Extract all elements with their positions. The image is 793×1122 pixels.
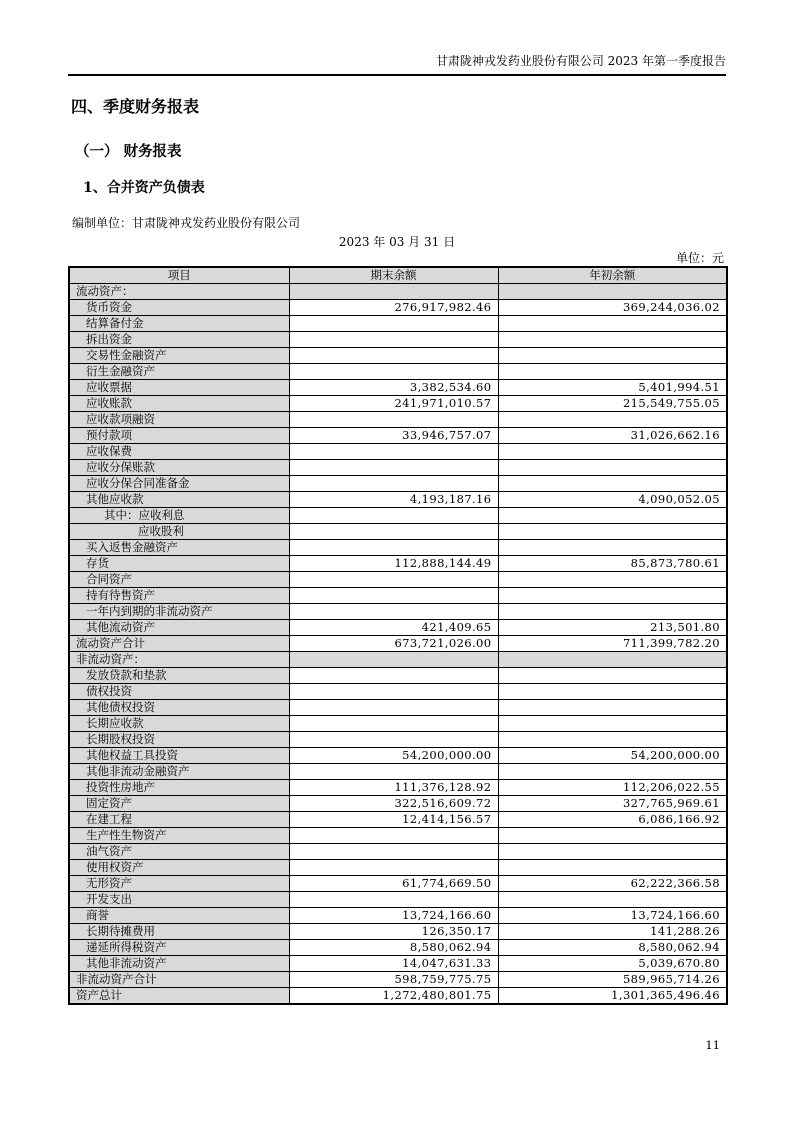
row-ending-balance: 33,946,757.07 <box>289 428 498 444</box>
row-ending-balance: 322,516,609.72 <box>289 796 498 812</box>
table-body <box>69 284 727 1005</box>
row-beginning-balance: 589,965,714.26 <box>498 972 727 988</box>
row-beginning-balance <box>498 668 727 684</box>
row-beginning-balance <box>498 604 727 620</box>
row-ending-balance <box>289 652 498 668</box>
row-beginning-balance <box>498 524 727 540</box>
row-ending-balance <box>289 684 498 700</box>
row-beginning-balance <box>498 348 727 364</box>
row-ending-balance <box>289 460 498 476</box>
row-label: 商誉 <box>69 908 289 924</box>
column-header-ending-balance: 期末余额 <box>289 267 498 284</box>
row-beginning-balance <box>498 508 727 524</box>
row-label: 其他权益工具投资 <box>69 748 289 764</box>
row-label: 买入返售金融资产 <box>69 540 289 556</box>
row-beginning-balance: 141,288.26 <box>498 924 727 940</box>
row-label: 其他非流动资产 <box>69 956 289 972</box>
row-ending-balance <box>289 412 498 428</box>
table-row <box>69 684 727 700</box>
table-row <box>69 940 727 956</box>
row-ending-balance <box>289 444 498 460</box>
table-row <box>69 524 727 540</box>
table-row <box>69 860 727 876</box>
row-label: 长期股权投资 <box>69 732 289 748</box>
table-row <box>69 796 727 812</box>
row-ending-balance <box>289 588 498 604</box>
row-beginning-balance <box>498 476 727 492</box>
table-row <box>69 300 727 316</box>
row-label: 债权投资 <box>69 684 289 700</box>
row-beginning-balance <box>498 412 727 428</box>
row-beginning-balance: 327,765,969.61 <box>498 796 727 812</box>
row-ending-balance: 54,200,000.00 <box>289 748 498 764</box>
row-label: 货币资金 <box>69 300 289 316</box>
row-label: 使用权资产 <box>69 860 289 876</box>
row-label: 一年内到期的非流动资产 <box>69 604 289 620</box>
row-ending-balance: 112,888,144.49 <box>289 556 498 572</box>
table-row <box>69 764 727 780</box>
row-label: 无形资产 <box>69 876 289 892</box>
row-beginning-balance <box>498 844 727 860</box>
row-beginning-balance: 1,301,365,496.46 <box>498 988 727 1005</box>
row-label: 固定资产 <box>69 796 289 812</box>
row-ending-balance: 8,580,062.94 <box>289 940 498 956</box>
row-beginning-balance <box>498 700 727 716</box>
table-row <box>69 540 727 556</box>
table-row <box>69 748 727 764</box>
row-label: 流动资产合计 <box>69 636 289 652</box>
row-ending-balance <box>289 364 498 380</box>
row-label: 应收股利 <box>69 524 289 540</box>
table-row <box>69 572 727 588</box>
row-label: 应收分保账款 <box>69 460 289 476</box>
row-label: 资产总计 <box>69 988 289 1005</box>
table-row <box>69 332 727 348</box>
table-row <box>69 380 727 396</box>
row-beginning-balance <box>498 684 727 700</box>
table-row <box>69 284 727 300</box>
row-ending-balance <box>289 604 498 620</box>
row-label: 非流动资产： <box>69 652 289 668</box>
row-ending-balance: 111,376,128.92 <box>289 780 498 796</box>
table-row <box>69 652 727 668</box>
section-heading: 四、季度财务报表 <box>71 97 200 116</box>
row-label: 投资性房地产 <box>69 780 289 796</box>
row-beginning-balance <box>498 588 727 604</box>
row-ending-balance <box>289 892 498 908</box>
table-row <box>69 780 727 796</box>
table-row <box>69 396 727 412</box>
row-beginning-balance: 711,399,782.20 <box>498 636 727 652</box>
table-row <box>69 348 727 364</box>
row-label: 其他流动资产 <box>69 620 289 636</box>
column-header-beginning-balance: 年初余额 <box>498 267 727 284</box>
row-beginning-balance <box>498 892 727 908</box>
row-ending-balance <box>289 764 498 780</box>
row-ending-balance <box>289 508 498 524</box>
row-label: 非流动资产合计 <box>69 972 289 988</box>
row-beginning-balance <box>498 828 727 844</box>
row-ending-balance <box>289 316 498 332</box>
doc-header <box>68 54 726 76</box>
row-label: 衍生金融资产 <box>69 364 289 380</box>
row-beginning-balance: 8,580,062.94 <box>498 940 727 956</box>
table-row <box>69 604 727 620</box>
table-row <box>69 508 727 524</box>
row-beginning-balance: 5,039,670.80 <box>498 956 727 972</box>
row-label: 应收款项融资 <box>69 412 289 428</box>
table-row <box>69 428 727 444</box>
row-ending-balance <box>289 332 498 348</box>
table-row <box>69 892 727 908</box>
row-label: 应收保费 <box>69 444 289 460</box>
row-label: 拆出资金 <box>69 332 289 348</box>
table-title-heading: 1、合并资产负债表 <box>83 180 205 196</box>
table-row <box>69 972 727 988</box>
table-row <box>69 732 727 748</box>
subsection-heading: （一） 财务报表 <box>75 143 182 160</box>
table-row <box>69 412 727 428</box>
row-ending-balance: 276,917,982.46 <box>289 300 498 316</box>
page-number: 11 <box>705 1038 720 1052</box>
row-label: 结算备付金 <box>69 316 289 332</box>
table-header-row <box>69 267 727 284</box>
row-label: 发放贷款和垫款 <box>69 668 289 684</box>
row-label: 其他非流动金融资产 <box>69 764 289 780</box>
table-row <box>69 444 727 460</box>
table-row <box>69 316 727 332</box>
table-row <box>69 460 727 476</box>
row-beginning-balance: 31,026,662.16 <box>498 428 727 444</box>
row-ending-balance: 12,414,156.57 <box>289 812 498 828</box>
row-label: 应收票据 <box>69 380 289 396</box>
table-row <box>69 700 727 716</box>
table-row <box>69 620 727 636</box>
row-ending-balance: 126,350.17 <box>289 924 498 940</box>
row-ending-balance: 4,193,187.16 <box>289 492 498 508</box>
row-beginning-balance: 13,724,166.60 <box>498 908 727 924</box>
row-label: 应收分保合同准备金 <box>69 476 289 492</box>
page-content <box>68 0 726 1005</box>
row-label: 其中：应收利息 <box>69 508 289 524</box>
row-ending-balance: 1,272,480,801.75 <box>289 988 498 1005</box>
row-label: 油气资产 <box>69 844 289 860</box>
column-header-item: 项目 <box>69 267 289 284</box>
row-label: 持有待售资产 <box>69 588 289 604</box>
row-beginning-balance: 6,086,166.92 <box>498 812 727 828</box>
row-ending-balance <box>289 524 498 540</box>
row-beginning-balance <box>498 460 727 476</box>
row-label: 存货 <box>69 556 289 572</box>
table-row <box>69 636 727 652</box>
table-row <box>69 956 727 972</box>
row-beginning-balance <box>498 364 727 380</box>
row-ending-balance <box>289 668 498 684</box>
row-label: 开发支出 <box>69 892 289 908</box>
row-beginning-balance: 112,206,022.55 <box>498 780 727 796</box>
table-row <box>69 828 727 844</box>
row-beginning-balance <box>498 860 727 876</box>
table-row <box>69 924 727 940</box>
row-beginning-balance: 215,549,755.05 <box>498 396 727 412</box>
report-date-line: 2023 年 03 月 31 日 <box>338 235 456 249</box>
row-beginning-balance: 62,222,366.58 <box>498 876 727 892</box>
row-ending-balance: 598,759,775.75 <box>289 972 498 988</box>
row-ending-balance: 3,382,534.60 <box>289 380 498 396</box>
unit-line: 单位：元 <box>675 251 724 265</box>
row-beginning-balance <box>498 716 727 732</box>
row-beginning-balance <box>498 652 727 668</box>
row-ending-balance <box>289 540 498 556</box>
row-beginning-balance: 54,200,000.00 <box>498 748 727 764</box>
row-label: 递延所得税资产 <box>69 940 289 956</box>
row-ending-balance: 61,774,669.50 <box>289 876 498 892</box>
row-beginning-balance: 4,090,052.05 <box>498 492 727 508</box>
table-row <box>69 556 727 572</box>
row-label: 长期待摊费用 <box>69 924 289 940</box>
row-beginning-balance <box>498 284 727 300</box>
row-beginning-balance <box>498 444 727 460</box>
row-label: 合同资产 <box>69 572 289 588</box>
table-row <box>69 988 727 1005</box>
row-ending-balance <box>289 476 498 492</box>
report-header-title: 甘肃陇神戎发药业股份有限公司 2023 年第一季度报告 <box>435 54 726 68</box>
row-ending-balance: 241,971,010.57 <box>289 396 498 412</box>
row-ending-balance <box>289 828 498 844</box>
row-label: 在建工程 <box>69 812 289 828</box>
row-ending-balance <box>289 860 498 876</box>
row-label: 应收账款 <box>69 396 289 412</box>
row-beginning-balance <box>498 540 727 556</box>
row-ending-balance <box>289 348 498 364</box>
row-beginning-balance <box>498 764 727 780</box>
row-ending-balance: 13,724,166.60 <box>289 908 498 924</box>
row-label: 流动资产： <box>69 284 289 300</box>
row-label: 预付款项 <box>69 428 289 444</box>
table-row <box>69 364 727 380</box>
table-row <box>69 716 727 732</box>
row-beginning-balance <box>498 572 727 588</box>
table-row <box>69 588 727 604</box>
row-label: 生产性生物资产 <box>69 828 289 844</box>
row-beginning-balance <box>498 732 727 748</box>
table-row <box>69 668 727 684</box>
row-ending-balance <box>289 284 498 300</box>
row-ending-balance <box>289 732 498 748</box>
row-ending-balance <box>289 572 498 588</box>
row-beginning-balance: 213,501.80 <box>498 620 727 636</box>
row-ending-balance: 673,721,026.00 <box>289 636 498 652</box>
table-row <box>69 476 727 492</box>
row-beginning-balance: 5,401,994.51 <box>498 380 727 396</box>
prepared-by-line: 编制单位：甘肃陇神戎发药业股份有限公司 <box>72 216 301 230</box>
row-label: 其他债权投资 <box>69 700 289 716</box>
row-ending-balance <box>289 716 498 732</box>
table-row <box>69 876 727 892</box>
row-beginning-balance: 369,244,036.02 <box>498 300 727 316</box>
row-label: 交易性金融资产 <box>69 348 289 364</box>
table-row <box>69 844 727 860</box>
table-row <box>69 812 727 828</box>
row-beginning-balance <box>498 316 727 332</box>
row-ending-balance <box>289 844 498 860</box>
row-beginning-balance <box>498 332 727 348</box>
row-ending-balance <box>289 700 498 716</box>
table-row <box>69 492 727 508</box>
row-label: 长期应收款 <box>69 716 289 732</box>
row-label: 其他应收款 <box>69 492 289 508</box>
balance-sheet-table <box>68 266 728 1005</box>
row-ending-balance: 14,047,631.33 <box>289 956 498 972</box>
row-beginning-balance: 85,873,780.61 <box>498 556 727 572</box>
row-ending-balance: 421,409.65 <box>289 620 498 636</box>
table-row <box>69 908 727 924</box>
